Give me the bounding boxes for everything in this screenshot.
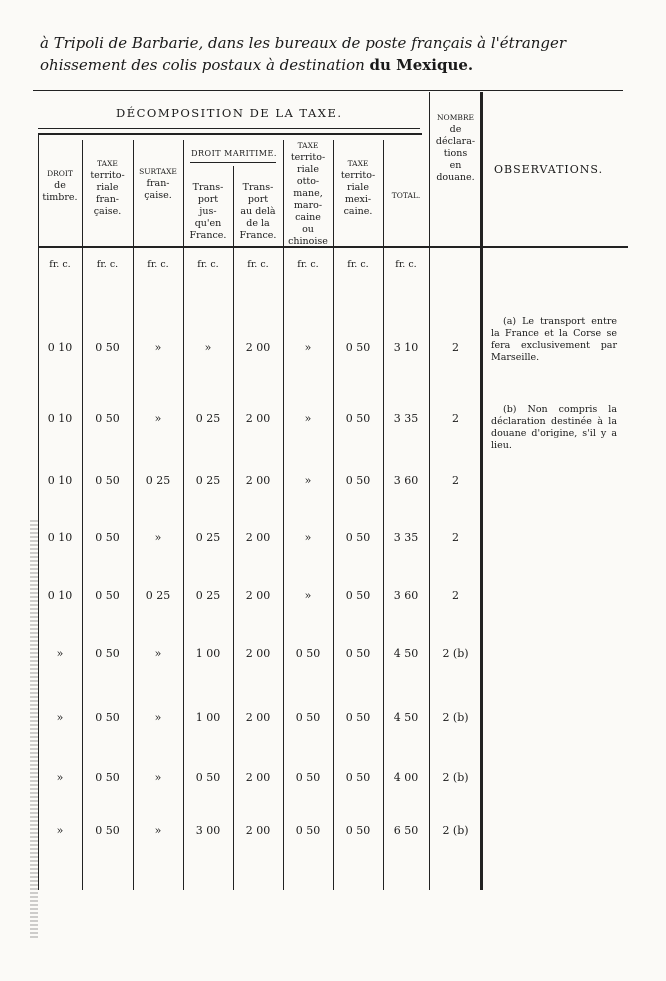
column-header-line: TAXE (347, 159, 369, 168)
column-header-line: ou (302, 224, 314, 235)
column-header-line: SURTAXE (139, 167, 177, 176)
table-cell: » (304, 474, 312, 487)
table-cell: 2 00 (245, 412, 271, 425)
column-header (383, 190, 429, 202)
table-cell: » (154, 824, 162, 837)
table-cell: » (154, 711, 162, 724)
table-cell: 2 (452, 412, 459, 425)
column-header-line: timbre. (42, 192, 78, 203)
table-cell: » (56, 824, 64, 837)
table-cell: 1 00 (195, 711, 221, 724)
table-cell: 0 50 (345, 771, 371, 784)
table-cell: 0 50 (95, 412, 120, 425)
table-cell: » (204, 341, 212, 354)
table-cell: 2 (452, 474, 459, 487)
table-cell: » (154, 412, 162, 425)
column-rule (482, 92, 483, 890)
droit-maritime-label: DROIT MARITIME. (191, 149, 277, 158)
observation-note-a: (a) Le transport entre la France et la Corse se fera exclusivement par Marseille. (491, 316, 617, 363)
table-cell: » (56, 771, 64, 784)
column-header-line: riale (96, 182, 119, 193)
table-cell: 0 25 (145, 474, 171, 487)
table-cell: 0 50 (195, 771, 221, 784)
table-cell: 2 00 (245, 711, 271, 724)
table-cell: 2 00 (245, 771, 271, 784)
column-unit: fr. c. (96, 259, 119, 270)
column-header-line: TOTAL. (391, 191, 421, 200)
column-header-line: riale (347, 182, 369, 193)
column-header-line: port (197, 194, 219, 205)
table-cell: 0 25 (195, 589, 221, 602)
table-cell: 0 10 (47, 474, 73, 487)
page-heading-line-1: à Tripoli de Barbarie, dans les bureaux de poste français à l'étranger (40, 34, 567, 52)
table-cell: » (56, 647, 64, 660)
column-header-line: Trans- (192, 182, 224, 193)
column-header (82, 158, 133, 218)
table-cell: 0 50 (95, 474, 120, 487)
column-header-line: Trans- (242, 182, 274, 193)
header-top-rule (38, 133, 422, 135)
column-header-line: qu'en (194, 218, 222, 229)
top-rule (33, 90, 623, 91)
table-cell: 4 00 (393, 771, 419, 784)
table-cell: 2 (b) (442, 824, 469, 837)
table-cell: 0 10 (47, 531, 73, 544)
column-header-line: port (247, 194, 269, 205)
column-header-line: jus- (199, 206, 217, 217)
column-header-line: territo- (90, 170, 125, 181)
table-cell: » (154, 647, 162, 660)
table-cell: 0 50 (295, 647, 321, 660)
column-header-line: DROIT (47, 169, 73, 178)
table-cell: 4 50 (393, 711, 419, 724)
table-cell: » (56, 711, 64, 724)
column-header-line: territo- (290, 152, 326, 163)
column-header-line: fran- (95, 194, 120, 205)
column-unit: fr. c. (147, 259, 169, 270)
table-cell: 0 50 (345, 824, 371, 837)
column-header-line: maro- (293, 200, 323, 211)
column-header-line: riale (297, 164, 319, 175)
column-header-line: au delà (240, 206, 276, 217)
column-header-line: déclara- (435, 136, 476, 147)
column-unit: fr. c. (197, 259, 219, 270)
table-cell: 0 50 (345, 341, 371, 354)
table-cell: 0 50 (345, 711, 371, 724)
table-cell: » (154, 341, 162, 354)
table-cell: 2 00 (245, 589, 271, 602)
table-cell: 0 50 (95, 647, 120, 660)
column-header-line: mexi- (344, 194, 372, 205)
table-cell: 0 50 (345, 589, 371, 602)
table-cell: 0 25 (145, 589, 171, 602)
table-cell: 0 50 (295, 771, 321, 784)
table-cell: 0 25 (195, 531, 221, 544)
heading-destination: du Mexique. (369, 56, 474, 74)
column-header-line: fran- (146, 178, 170, 189)
table-cell: 0 10 (47, 341, 73, 354)
table-cell: » (154, 771, 162, 784)
table-cell: 0 10 (47, 412, 73, 425)
table-cell: 3 00 (195, 824, 221, 837)
table-cell: » (304, 341, 312, 354)
decomposition-title: DÉCOMPOSITION DE LA TAXE. (116, 106, 343, 120)
binding-edge (30, 520, 38, 940)
column-header-line: en (449, 160, 462, 171)
observations-title: OBSERVATIONS. (494, 163, 604, 176)
table-cell: 0 50 (95, 341, 120, 354)
table-cell: 0 50 (95, 824, 120, 837)
table-cell: 0 10 (47, 589, 73, 602)
column-unit: fr. c. (297, 259, 319, 270)
table-cell: 2 00 (245, 824, 271, 837)
table-cell: 2 (b) (442, 647, 469, 660)
column-unit: fr. c. (347, 259, 369, 270)
table-cell: 2 00 (245, 341, 271, 354)
table-cell: 0 25 (195, 412, 221, 425)
table-cell: 4 50 (393, 647, 419, 660)
page-heading-line-2 (40, 56, 473, 74)
table-cell: 2 (b) (442, 771, 469, 784)
column-header-line: chinoise (288, 236, 328, 247)
column-header (283, 140, 333, 248)
column-header (429, 112, 482, 184)
table-cell: 0 50 (295, 824, 321, 837)
column-unit: fr. c. (247, 259, 269, 270)
column-header-line: douane. (436, 172, 475, 183)
table-cell: 3 35 (393, 412, 419, 425)
table-cell: 2 (452, 531, 459, 544)
table-cell: 0 25 (195, 474, 221, 487)
column-unit: fr. c. (395, 259, 417, 270)
column-header-line: territo- (340, 170, 376, 181)
table-cell: 2 (452, 589, 459, 602)
table-cell: 0 50 (295, 711, 321, 724)
table-cell: 3 35 (393, 531, 419, 544)
table-cell: 0 50 (345, 412, 371, 425)
table-cell: » (304, 412, 312, 425)
column-unit: fr. c. (49, 259, 71, 270)
table-cell: 0 50 (345, 647, 371, 660)
heading-prefix: ohissement des colis postaux à destination (40, 56, 370, 74)
decomposition-rule (38, 128, 420, 129)
table-cell: 3 60 (393, 589, 419, 602)
table-cell: 2 00 (245, 531, 271, 544)
column-header-line: caine. (343, 206, 373, 217)
column-header (133, 166, 183, 202)
table-cell: 0 50 (95, 531, 120, 544)
column-header-line: caine (295, 212, 321, 223)
table-cell: 2 00 (245, 474, 271, 487)
table-cell: 0 50 (345, 531, 371, 544)
table-cell: 2 00 (245, 647, 271, 660)
column-header-line: TAXE (97, 159, 118, 168)
table-cell: 3 60 (393, 474, 419, 487)
column-header-line: France. (239, 230, 277, 241)
table-cell: 0 50 (95, 589, 120, 602)
droit-maritime-rule (190, 162, 276, 163)
column-header-line: otto- (296, 176, 320, 187)
column-header-line: çaise. (93, 206, 122, 217)
table-cell: » (304, 589, 312, 602)
table-cell: 1 00 (195, 647, 221, 660)
table-cell: 0 50 (95, 771, 120, 784)
column-header-line: NOMBRE (436, 113, 475, 122)
table-cell: 0 50 (345, 474, 371, 487)
table-cell: » (304, 531, 312, 544)
column-header-line: TAXE (297, 141, 319, 150)
observation-note-b: (b) Non compris la déclaration destinée à la douane d'origine, s'il y a lieu. (491, 404, 617, 451)
column-header-line: de la (246, 218, 270, 229)
column-header-line: tions (443, 148, 468, 159)
table-cell: 2 (452, 341, 459, 354)
column-header-line: France. (189, 230, 227, 241)
column-header-line: çaise. (144, 190, 172, 201)
table-cell: 2 (b) (442, 711, 469, 724)
table-cell: 0 50 (95, 711, 120, 724)
column-header (333, 158, 383, 218)
column-header-line: mane, (293, 188, 323, 199)
table-cell: 3 10 (393, 341, 419, 354)
column-header (233, 182, 283, 242)
table-cell: » (154, 531, 162, 544)
column-header-line: de (54, 180, 66, 191)
column-header (183, 182, 233, 242)
column-header-line: de (449, 124, 462, 135)
column-header (38, 168, 82, 204)
table-cell: 6 50 (393, 824, 419, 837)
